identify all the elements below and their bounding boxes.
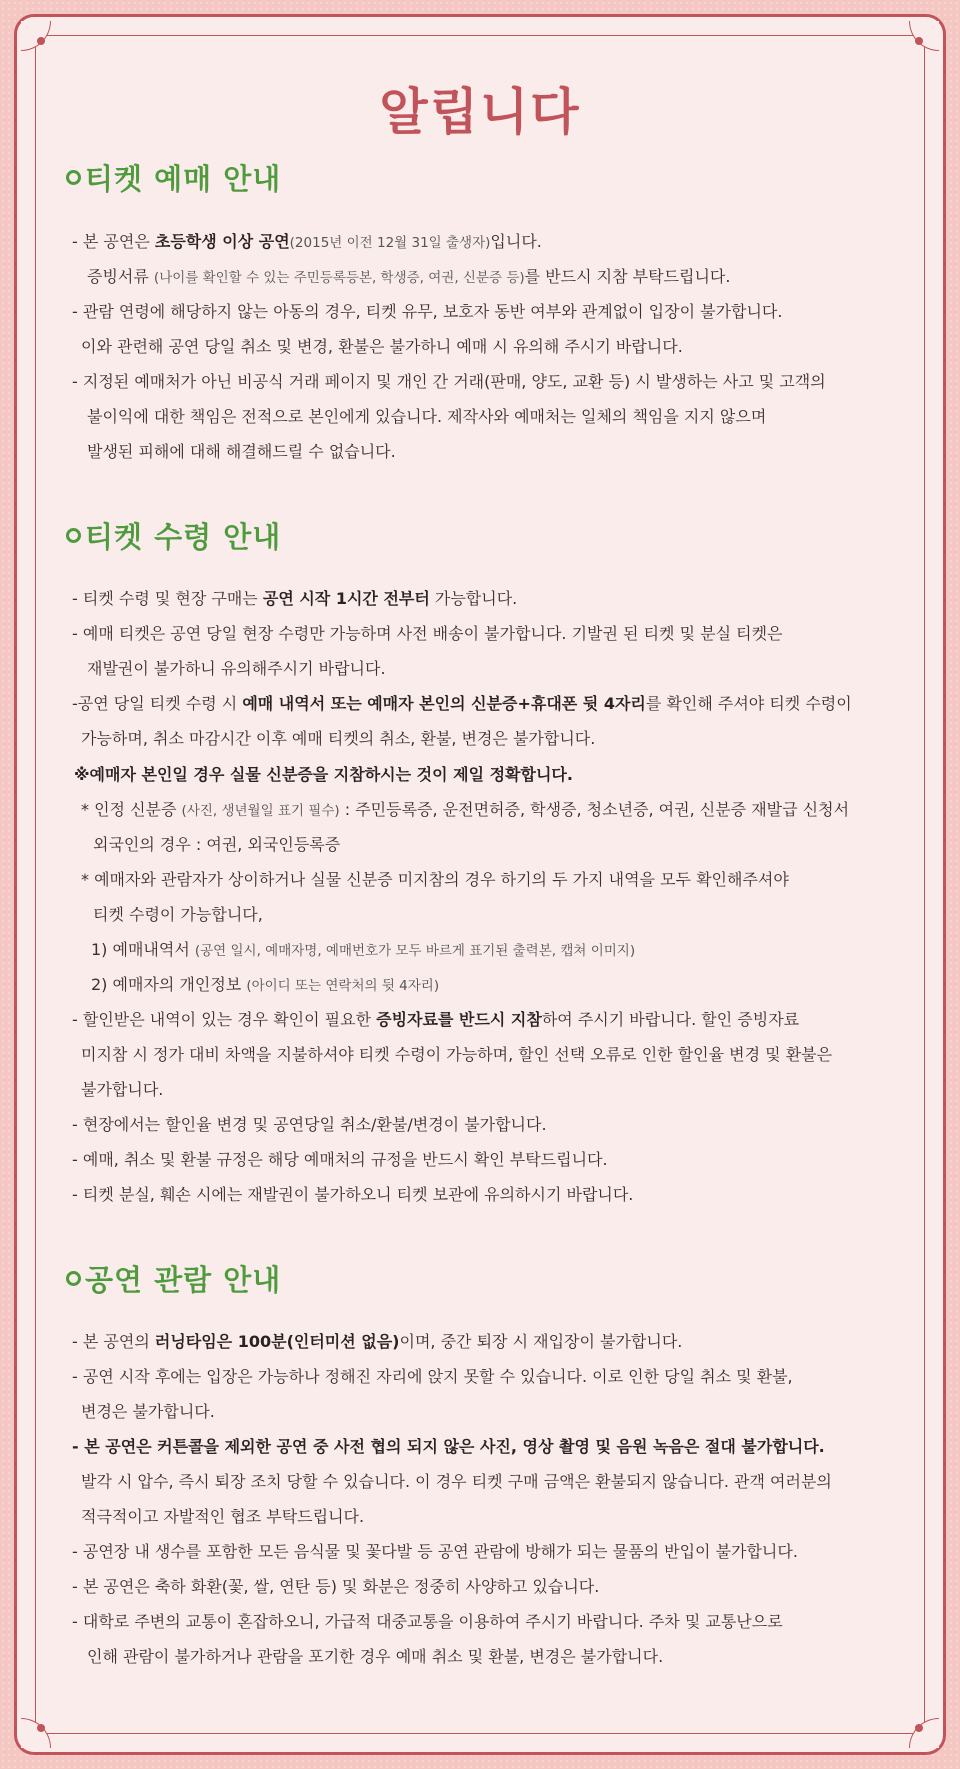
line-text: 이와 관련해 공연 당일 취소 및 변경, 환불은 불가하니 예매 시 유의해 주시기 바랍니다.: [81, 337, 683, 356]
line-text: - 대학로 주변의 교통이 혼잡하오니, 가급적 대중교통을 이용하여 주시기 바랍니다. 주차 및 교통난으로: [72, 1612, 783, 1631]
notice-line: [81, 870, 789, 890]
notice-line: [72, 232, 542, 253]
emphasis-text: 증빙자료를 반드시 지참: [376, 1010, 542, 1029]
circle-bullet-icon: [66, 528, 81, 543]
notice-line: [72, 1367, 793, 1387]
section-heading: [66, 515, 281, 556]
corner-dot: [37, 37, 45, 45]
notice-line: [81, 800, 849, 821]
line-text: - 티켓 수령 및 현장 구매는: [72, 589, 263, 608]
note-text: (아이디 또는 연락처의 뒷 4자리): [246, 978, 440, 994]
emphasis-text: 공연 시작 1시간 전부터: [262, 589, 430, 608]
line-text: : 주민등록증, 운전면허증, 학생증, 청소년증, 여권, 신분증 재발급 신청서: [339, 800, 850, 819]
line-text: 재발권이 불가하니 유의해주시기 바랍니다.: [87, 659, 386, 678]
line-text: 를 반드시 지참 부탁드립니다.: [524, 267, 731, 286]
corner-dot: [915, 1724, 923, 1732]
corner-ornament: [909, 21, 939, 51]
line-text: 적극적이고 자발적인 협조 부탁드립니다.: [81, 1507, 365, 1526]
section-heading-text: 티켓 수령 안내: [85, 520, 282, 554]
line-text: 불이익에 대한 책임은 전적으로 본인에게 있습니다. 제작사와 예매처는 일체의 책임을 지지 않으며: [87, 407, 767, 426]
emphasis-text: - 본 공연은 커튼콜을 제외한 공연 중 사전 협의 되지 않은 사진, 영상 촬영 및 음원 녹음은 절대 불가합니다.: [72, 1437, 825, 1456]
notice-line: [87, 267, 730, 288]
notice-line: [72, 1332, 682, 1352]
line-text: 외국인의 경우 : 여권, 외국인등록증: [93, 835, 341, 854]
note-text: (2015년 이전 12월 31일 출생자): [289, 235, 491, 251]
notice-line: [81, 337, 683, 357]
emphasis-text: 초등학생 이상 공연: [154, 232, 290, 251]
notice-line: [81, 1080, 163, 1100]
line-text: -공연 당일 티켓 수령 시: [72, 694, 243, 713]
line-text: 하여 주시기 바랍니다. 할인 증빙자료: [541, 1010, 800, 1029]
page-title: 알립니다: [379, 83, 581, 141]
notice-line: [72, 372, 826, 392]
line-text: * 인정 신분증: [81, 800, 182, 819]
notice-line: [81, 1472, 832, 1492]
corner-dot: [37, 1724, 45, 1732]
note-text: (사진, 생년월일 표기 필수): [181, 803, 340, 819]
notice-line: [72, 1437, 825, 1457]
notice-line: [93, 835, 340, 855]
notice-line: [72, 1010, 799, 1030]
line-text: - 공연장 내 생수를 포함한 모든 음식물 및 꽃다발 등 공연 관람에 방해가 되는 물품의 반입이 불가합니다.: [72, 1542, 798, 1561]
line-text: 이며, 중간 퇴장 시 재입장이 불가합니다.: [399, 1332, 683, 1351]
line-text: - 본 공연은: [72, 232, 155, 251]
line-text: 가능합니다.: [429, 589, 518, 608]
line-text: 티켓 수령이 가능합니다,: [93, 905, 263, 924]
note-text: (공연 일시, 예매자명, 예매번호가 모두 바르게 표기된 출력본, 캡쳐 이미지): [194, 943, 636, 959]
notice-line: [72, 1612, 783, 1632]
notice-line: [74, 765, 573, 785]
line-text: * 예매자와 관람자가 상이하거나 실물 신분증 미지참의 경우 하기의 두 가지 내역을 모두 확인해주셔야: [81, 870, 789, 889]
line-text: 발생된 피해에 대해 해결해드릴 수 없습니다.: [87, 442, 396, 461]
corner-ornament: [21, 1718, 51, 1748]
notice-line: [72, 1185, 633, 1205]
section-heading-text: 티켓 예매 안내: [85, 162, 282, 196]
notice-line: [72, 1115, 547, 1135]
line-text: - 티켓 분실, 훼손 시에는 재발권이 불가하오니 티켓 보관에 유의하시기 바랍니다.: [72, 1185, 634, 1204]
notice-line: [93, 905, 263, 925]
emphasis-text: 러닝타임은 100분(인터미션 없음): [154, 1332, 400, 1351]
notice-line: [72, 694, 852, 714]
notice-line: [81, 1402, 215, 1422]
line-text: - 본 공연은 축하 화환(꽃, 쌀, 연탄 등) 및 화분은 정중히 사양하고 있습니다.: [72, 1577, 600, 1596]
line-text: 입니다.: [490, 232, 542, 251]
notice-line: [72, 1577, 599, 1597]
line-text: 1) 예매내역서: [91, 940, 195, 959]
line-text: - 현장에서는 할인율 변경 및 공연당일 취소/환불/변경이 불가합니다.: [72, 1115, 547, 1134]
notice-line: [91, 940, 635, 961]
line-text: 를 확인해 주셔야 티켓 수령이: [645, 694, 852, 713]
notice-line: [87, 442, 396, 462]
corner-dot: [915, 37, 923, 45]
line-text: 가능하며, 취소 마감시간 이후 예매 티켓의 취소, 환불, 변경은 불가합니다.: [81, 729, 596, 748]
notice-line: [72, 589, 517, 609]
notice-line: [72, 1150, 608, 1170]
circle-bullet-icon: [66, 170, 81, 185]
line-text: 인해 관람이 불가하거나 관람을 포기한 경우 예매 취소 및 환불, 변경은 불가합니다.: [87, 1647, 664, 1666]
section-heading: [66, 157, 281, 198]
notice-line: [87, 1647, 663, 1667]
emphasis-text: ※예매자 본인일 경우 실물 신분증을 지참하시는 것이 제일 정확합니다.: [74, 765, 573, 784]
line-text: - 공연 시작 후에는 입장은 가능하나 정해진 자리에 앉지 못할 수 있습니다. 이로 인한 당일 취소 및 환불,: [72, 1367, 793, 1386]
notice-line: [72, 302, 782, 322]
notice-line: [81, 1045, 832, 1065]
line-text: 발각 시 압수, 즉시 퇴장 조치 당할 수 있습니다. 이 경우 티켓 구매 금액은 환불되지 않습니다. 관객 여러분의: [81, 1472, 832, 1491]
line-text: - 지정된 예매처가 아닌 비공식 거래 페이지 및 개인 간 거래(판매, 양도, 교환 등) 시 발생하는 사고 및 고객의: [72, 372, 826, 391]
notice-line: [87, 659, 386, 679]
line-text: 불가합니다.: [81, 1080, 164, 1099]
line-text: - 관람 연령에 해당하지 않는 아동의 경우, 티켓 유무, 보호자 동반 여부와 관계없이 입장이 불가합니다.: [72, 302, 783, 321]
line-text: 변경은 불가합니다.: [81, 1402, 215, 1421]
notice-line: [72, 624, 782, 644]
section-heading-text: 공연 관람 안내: [85, 1263, 282, 1297]
notice-line: [72, 1542, 798, 1562]
line-text: - 본 공연의: [72, 1332, 155, 1351]
emphasis-text: 예매 내역서 또는 예매자 본인의 신분증+휴대폰 뒷 4자리: [242, 694, 646, 713]
line-text: - 할인받은 내역이 있는 경우 확인이 필요한: [72, 1010, 377, 1029]
line-text: - 예매, 취소 및 환불 규정은 해당 예매처의 규정을 반드시 확인 부탁드립니다.: [72, 1150, 608, 1169]
section-heading: [66, 1258, 281, 1299]
corner-ornament: [21, 21, 51, 51]
notice-line: [91, 975, 439, 996]
line-text: 2) 예매자의 개인정보: [91, 975, 247, 994]
notice-line: [81, 1507, 364, 1527]
line-text: 증빙서류: [87, 267, 154, 286]
line-text: 미지참 시 정가 대비 차액을 지불하셔야 티켓 수령이 가능하며, 할인 선택 오류로 인한 할인율 변경 및 환불은: [81, 1045, 833, 1064]
circle-bullet-icon: [66, 1271, 81, 1286]
notice-line: [81, 729, 595, 749]
note-text: (나이를 확인할 수 있는 주민등록등본, 학생증, 여권, 신분증 등): [153, 270, 525, 286]
notice-line: [87, 407, 766, 427]
corner-ornament: [909, 1718, 939, 1748]
line-text: - 예매 티켓은 공연 당일 현장 수령만 가능하며 사전 배송이 불가합니다. 기발권 된 티켓 및 분실 티켓은: [72, 624, 783, 643]
